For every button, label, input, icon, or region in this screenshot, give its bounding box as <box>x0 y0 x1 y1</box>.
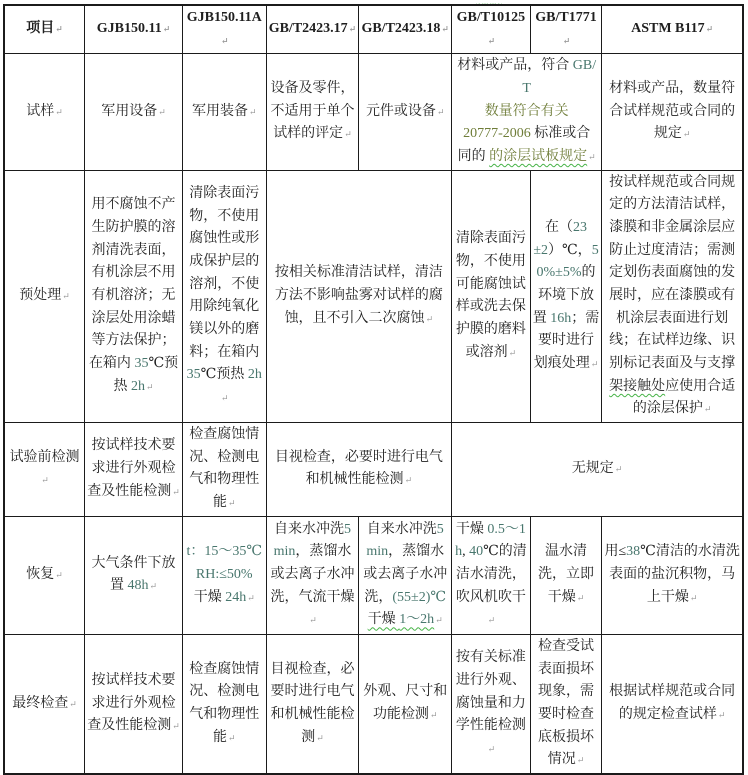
table-cell <box>452 634 531 774</box>
text-run: 试验前检测 <box>9 449 80 465</box>
paragraph-mark: ↵ <box>158 106 166 117</box>
table-cell <box>359 634 452 774</box>
text-run: 设备及零件，不适用于单个试样的评定 <box>270 81 355 142</box>
text-run: 35 <box>134 356 149 372</box>
text-run: ℃的清洁水清洗，吹风机吹干 <box>455 544 527 605</box>
table-cell <box>359 516 452 634</box>
paragraph-mark: ↵ <box>309 615 317 626</box>
paragraph-mark: ↵ <box>590 359 599 370</box>
paragraph-mark: ↵ <box>227 498 236 509</box>
text-run: 同的 <box>457 149 490 165</box>
paragraph-mark: ↵ <box>41 475 49 486</box>
text-run: 1～2h <box>399 612 435 628</box>
text-run: 35 <box>186 367 201 383</box>
table-cell <box>85 634 183 774</box>
paragraph-mark: ↵ <box>55 569 63 580</box>
table-cell <box>85 54 183 170</box>
paragraph-mark: ↵ <box>146 381 154 392</box>
paragraph-mark: ↵ <box>162 24 171 35</box>
paragraph-mark: ↵ <box>682 129 691 140</box>
table-cell <box>266 423 452 517</box>
column-header: GB/T1771↵ <box>530 5 602 54</box>
text-run: 2h <box>247 367 262 383</box>
paragraph-mark: ↵ <box>316 732 324 743</box>
paragraph-mark: ↵ <box>508 347 517 358</box>
text-run: (55±2)℃ <box>392 589 447 605</box>
text-run: 清除表面污物，不使用可能腐蚀试样或洗去保护膜的磨料或溶剂 <box>455 231 526 360</box>
table-cell <box>359 54 452 170</box>
table-cell <box>530 516 602 634</box>
text-run: 检查腐蚀情况、检测电气和物理性能 <box>189 427 260 511</box>
table-header <box>4 5 743 54</box>
paragraph-mark: ↵ <box>248 106 257 117</box>
row-label-cell <box>4 170 85 422</box>
text-run: ℃预热 <box>200 367 248 383</box>
text-run: 材料或产品，符合 <box>457 58 573 74</box>
paragraph-mark: ↵ <box>576 755 585 766</box>
paragraph-mark: ↵ <box>55 106 63 117</box>
document-page <box>3 4 744 775</box>
paragraph-mark: ↵ <box>487 615 496 626</box>
text-run: 元件或设备 <box>365 103 436 119</box>
text-run: 预处理 <box>19 288 62 304</box>
text-run: 用≤ <box>604 544 627 560</box>
text-run: 目视检查，必要时进行电气和机械性能检测 <box>270 661 355 745</box>
paragraph-mark: ↵ <box>441 24 449 35</box>
text-run: , <box>462 544 470 560</box>
paragraph-mark: ↵ <box>172 486 180 497</box>
paragraph-mark: ↵ <box>348 24 357 35</box>
paragraph-mark: ↵ <box>344 129 352 140</box>
text-run: t：15～35℃ <box>186 544 263 560</box>
text-run: 按试样技术要求进行外观检查及性能检测 <box>87 438 176 499</box>
paragraph-mark: ↵ <box>429 710 438 721</box>
table-row <box>4 634 743 774</box>
text-run: 按试样技术要求进行外观检查及性能检测 <box>87 673 176 734</box>
text-run: 用不腐蚀不产生防护膜的溶剂清洗表面，有机涂层不用有机溶济；无涂层处用涂蜡等方法保护；在箱内 <box>88 197 176 372</box>
paragraph-mark: ↵ <box>220 35 229 46</box>
text-run: 恢复 <box>26 566 55 582</box>
text-run: ）℃， <box>548 242 592 258</box>
text-run: ℃清洁的水清洗表面的盐沉积物，马上干燥 <box>609 544 740 605</box>
text-run: 24h <box>225 589 247 605</box>
column-header: ASTM B117↵ <box>602 5 743 54</box>
text-run: ；需要时进行划痕处理 <box>533 310 600 372</box>
text-run: 48h <box>127 578 149 594</box>
text-run: 2h <box>131 378 145 394</box>
text-run: 按有关标准进行外观、腐蚀量和力学性能检测 <box>455 650 526 734</box>
text-run: 5min <box>273 521 351 560</box>
paragraph-mark: ↵ <box>435 615 443 626</box>
text-run: 20777-2006 <box>463 126 531 142</box>
table-cell <box>452 516 531 634</box>
table-cell <box>266 170 452 422</box>
paragraph-mark: ↵ <box>149 581 158 592</box>
table-cell <box>85 423 183 517</box>
text-run: 军用装备 <box>191 103 248 119</box>
paragraph-mark: ↵ <box>404 475 413 486</box>
text-run: ℃预热 <box>113 356 179 394</box>
paragraph-mark: ↵ <box>576 592 585 603</box>
table-row <box>4 516 743 634</box>
row-label-cell <box>4 516 85 634</box>
table-cell <box>452 54 602 170</box>
text-run: 外观、尺寸和功能检测 <box>363 684 448 723</box>
paragraph-mark: ↵ <box>487 35 496 46</box>
table-cell <box>85 170 183 422</box>
table-cell <box>182 634 266 774</box>
text-run: 军用设备 <box>101 103 158 119</box>
text-run: 标准或合 <box>530 126 591 142</box>
text-run: 最终检查 <box>12 695 69 711</box>
column-header: GB/T10125↵ <box>452 5 531 54</box>
paragraph-mark: ↵ <box>588 152 596 163</box>
text-run: 按试样规范或合同规定的方法清洁试样，漆膜和非金属涂层应防止过度清洁；需测定划伤表面腐蚀的发展时，应在漆膜或有机涂层表面进行划线；在试样边缘、识别标记表面及与支撑 <box>609 174 736 372</box>
text-run: 自来水冲洗 <box>366 521 437 537</box>
text-run: 23±2 <box>533 220 587 258</box>
table-cell <box>182 516 266 634</box>
table-cell <box>452 170 531 422</box>
table-cell <box>266 516 359 634</box>
table-cell <box>452 423 743 517</box>
table-cell <box>85 516 183 634</box>
text-run: 自来水冲洗 <box>273 521 344 537</box>
paragraph-mark: ↵ <box>220 393 229 404</box>
row-label-cell <box>4 54 85 170</box>
column-header: GJB150.11↵ <box>85 5 183 54</box>
paragraph-mark: ↵ <box>247 592 255 603</box>
paragraph-mark: ↵ <box>705 24 714 35</box>
table-row <box>4 54 743 170</box>
paragraph-mark: ↵ <box>69 698 77 709</box>
text-run: 干燥 <box>367 612 400 628</box>
text-run: 检查受试表面损坏现象，需要时检查底板损坏情况 <box>538 639 594 768</box>
column-header: 项目↵ <box>4 5 85 54</box>
text-run: 0.5～1h <box>455 521 526 560</box>
column-header: GJB150.11A↵ <box>182 5 266 54</box>
paragraph-mark: ↵ <box>614 464 623 475</box>
table-cell <box>602 516 743 634</box>
paragraph-mark: ↵ <box>703 404 712 415</box>
text-run: 按相关标准清洁试样，清洁方法不影响盐雾对试样的腐蚀，且不引入二次腐蚀 <box>274 265 443 326</box>
paragraph-mark: ↵ <box>436 106 445 117</box>
table-cell <box>182 54 266 170</box>
column-header: GB/T2423.18↵ <box>359 5 452 54</box>
text-run: 清除表面污物，不使用腐蚀性或形成保护层的溶剂，不使用除纯氧化镁以外的磨料；在箱内 <box>189 186 260 360</box>
text-run: 的环境下放置 <box>532 265 596 326</box>
text-run: 干燥 <box>193 589 226 605</box>
row-label-cell <box>4 634 85 774</box>
paragraph-mark: ↵ <box>172 721 180 732</box>
paragraph-mark: ↵ <box>227 732 236 743</box>
text-run: 检查腐蚀情况、检测电气和物理性能 <box>189 661 260 745</box>
header-row <box>4 5 743 54</box>
text-run: 数量符合有关 <box>484 103 569 119</box>
text-run: GB/T <box>522 58 597 97</box>
table-cell <box>602 170 743 422</box>
paragraph-mark: ↵ <box>562 35 571 46</box>
text-run: 的涂层试板规定 <box>489 149 588 165</box>
text-run: 无规定 <box>571 461 614 477</box>
text-run: 50%±5% <box>536 242 599 281</box>
text-run: 在（ <box>545 220 573 236</box>
text-run: 材料或产品，数量符合试样规范或合同的 规定 <box>609 81 736 142</box>
table-cell <box>182 423 266 517</box>
table-body <box>4 54 743 774</box>
text-run: 架接触处 <box>609 378 666 394</box>
text-run: ，蒸馏水或去离子水冲洗，气流干燥 <box>270 544 355 605</box>
text-run: 应使用合适的涂层保护 <box>632 378 736 417</box>
column-header: GB/T2423.17↵ <box>266 5 359 54</box>
text-run: 干燥 <box>455 521 488 537</box>
text-run: 大气条件下放置 <box>91 555 176 594</box>
text-run: 根据试样规范或合同的规定检查试样 <box>609 684 736 723</box>
paragraph-mark: ↵ <box>425 313 434 324</box>
text-run: 试样 <box>26 103 55 119</box>
paragraph-mark: ↵ <box>487 744 496 755</box>
paragraph-mark: ↵ <box>62 291 70 302</box>
paragraph-mark: ↵ <box>55 24 63 35</box>
text-run: 40 <box>469 544 484 560</box>
paragraph-mark: ↵ <box>717 710 726 721</box>
table-row <box>4 423 743 517</box>
table-cell <box>602 634 743 774</box>
text-run: 38 <box>626 544 641 560</box>
table-cell <box>530 634 602 774</box>
table-cell <box>530 170 602 422</box>
table-cell <box>266 54 359 170</box>
paragraph-mark: ↵ <box>689 592 698 603</box>
text-run: 5min <box>366 521 444 560</box>
row-label-cell <box>4 423 85 517</box>
table-row <box>4 170 743 422</box>
table-cell <box>602 54 743 170</box>
text-run: 16h <box>550 310 572 326</box>
text-run: ，蒸馏水或去离子水冲洗， <box>363 544 448 605</box>
text-run: 温水清洗，立即干燥 <box>538 544 594 605</box>
text-run: 目视检查，必要时进行电气和机械性能检测 <box>274 449 443 488</box>
standards-comparison-table <box>3 4 744 775</box>
text-run: RH:≤50% <box>195 566 253 582</box>
table-cell <box>266 634 359 774</box>
table-cell <box>182 170 266 422</box>
